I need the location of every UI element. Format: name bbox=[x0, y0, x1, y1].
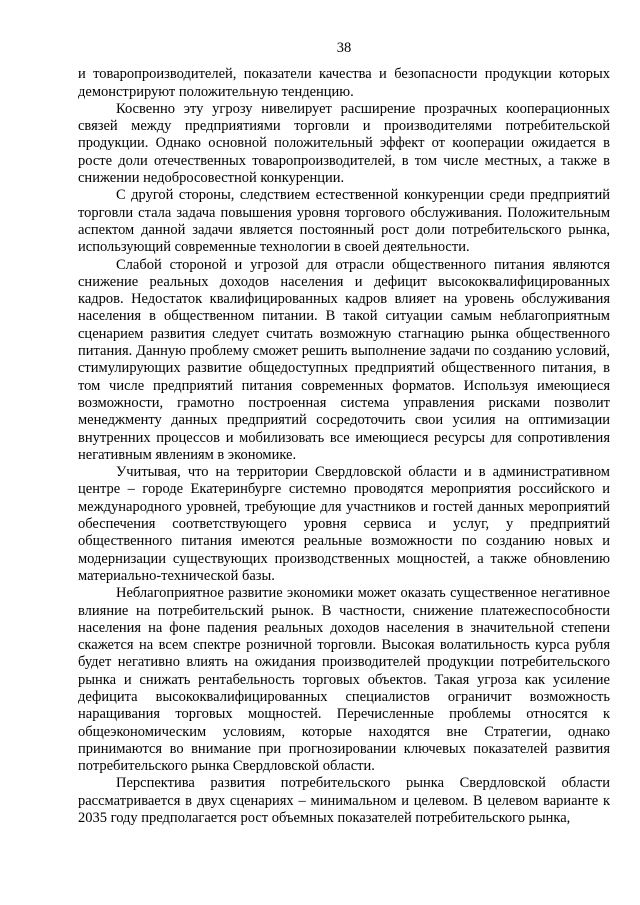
paragraph: Слабой стороной и угрозой для отрасли общественного питания являются снижение реальных доходов населения и дефицит высококвалифицированных кадров. Недостаток квалифицированных кадров влияет на уровень обслуживания населения в общественном питании. В такой ситуации самым неблагоприятным сценарием развития следует считать возможную стагнацию рынка общественного питания. Данную проблему сможет решить выполнение задачи по созданию условий, стимулирующих развитие общедоступных предприятий общественного питания, в том числе предприятий питания современных форматов. Используя имеющиеся возможности, грамотно построенная система управления рисками позволит менеджменту данных предприятий сосредоточить свои усилия на оптимизации внутренних процессов и мобилизовать все имеющиеся ресурсы для сопротивления негативным явлениям в экономике. bbox=[78, 256, 610, 463]
paragraph: и товаропроизводителей, показатели качества и безопасности продукции которых демонстрируют положительную тенденцию. bbox=[78, 66, 610, 100]
paragraph: Неблагоприятное развитие экономики может оказать существенное негативное влияние на потребительский рынок. В частности, снижение платежеспособности населения на фоне падения реальных доходов населения в значительной степени скажется на всем спектре розничной торговли. Высокая волатильность курса рубля будет негативно влиять на ожидания производителей продукции потребительского рынка и снижать рентабельность торговых объектов. Такая угроза как усиление дефицита высококвалифицированных специалистов ограничит возможность наращивания торговых мощностей. Перечисленные проблемы относятся к общеэкономическим условиям, которые находятся вне Стратегии, однако принимаются во внимание при прогнозировании ключевых показателей развития потребительского рынка Свердловской области. bbox=[78, 585, 610, 775]
page-number: 38 bbox=[336, 40, 352, 56]
paragraph: Учитывая, что на территории Свердловской области и в административном центре – городе Екатеринбурге системно проводятся мероприятия российского и международного уровней, требующие для участников и гостей данных мероприятий обеспечения соответствующего уровня сервиса и услуг, у предприятий общественного питания имеются реальные возможности по созданию новых и модернизации существующих производственных мощностей, а также обновлению материально-технической базы. bbox=[78, 464, 610, 584]
body-text bbox=[78, 66, 610, 827]
paragraph: Косвенно эту угрозу нивелирует расширение прозрачных кооперационных связей между предприятиями торговли и производителями потребительской продукции. Однако основной положительный эффект от кооперации ожидается в росте доли отечественных товаропроизводителей, в том числе местных, а также в снижении недобросовестной конкуренции. bbox=[78, 100, 610, 187]
paragraph: С другой стороны, следствием естественной конкуренции среди предприятий торговли стала задача повышения уровня торгового обслуживания. Положительным аспектом данной задачи является постоянный рост доли потребительского рынка, использующий современные технологии в своей деятельности. bbox=[78, 187, 610, 256]
paragraph: Перспектива развития потребительского рынка Свердловской области рассматривается в двух сценариях – минимальном и целевом. В целевом варианте к 2035 году предполагается рост объемных показателей потребительского рынка, bbox=[78, 775, 610, 827]
